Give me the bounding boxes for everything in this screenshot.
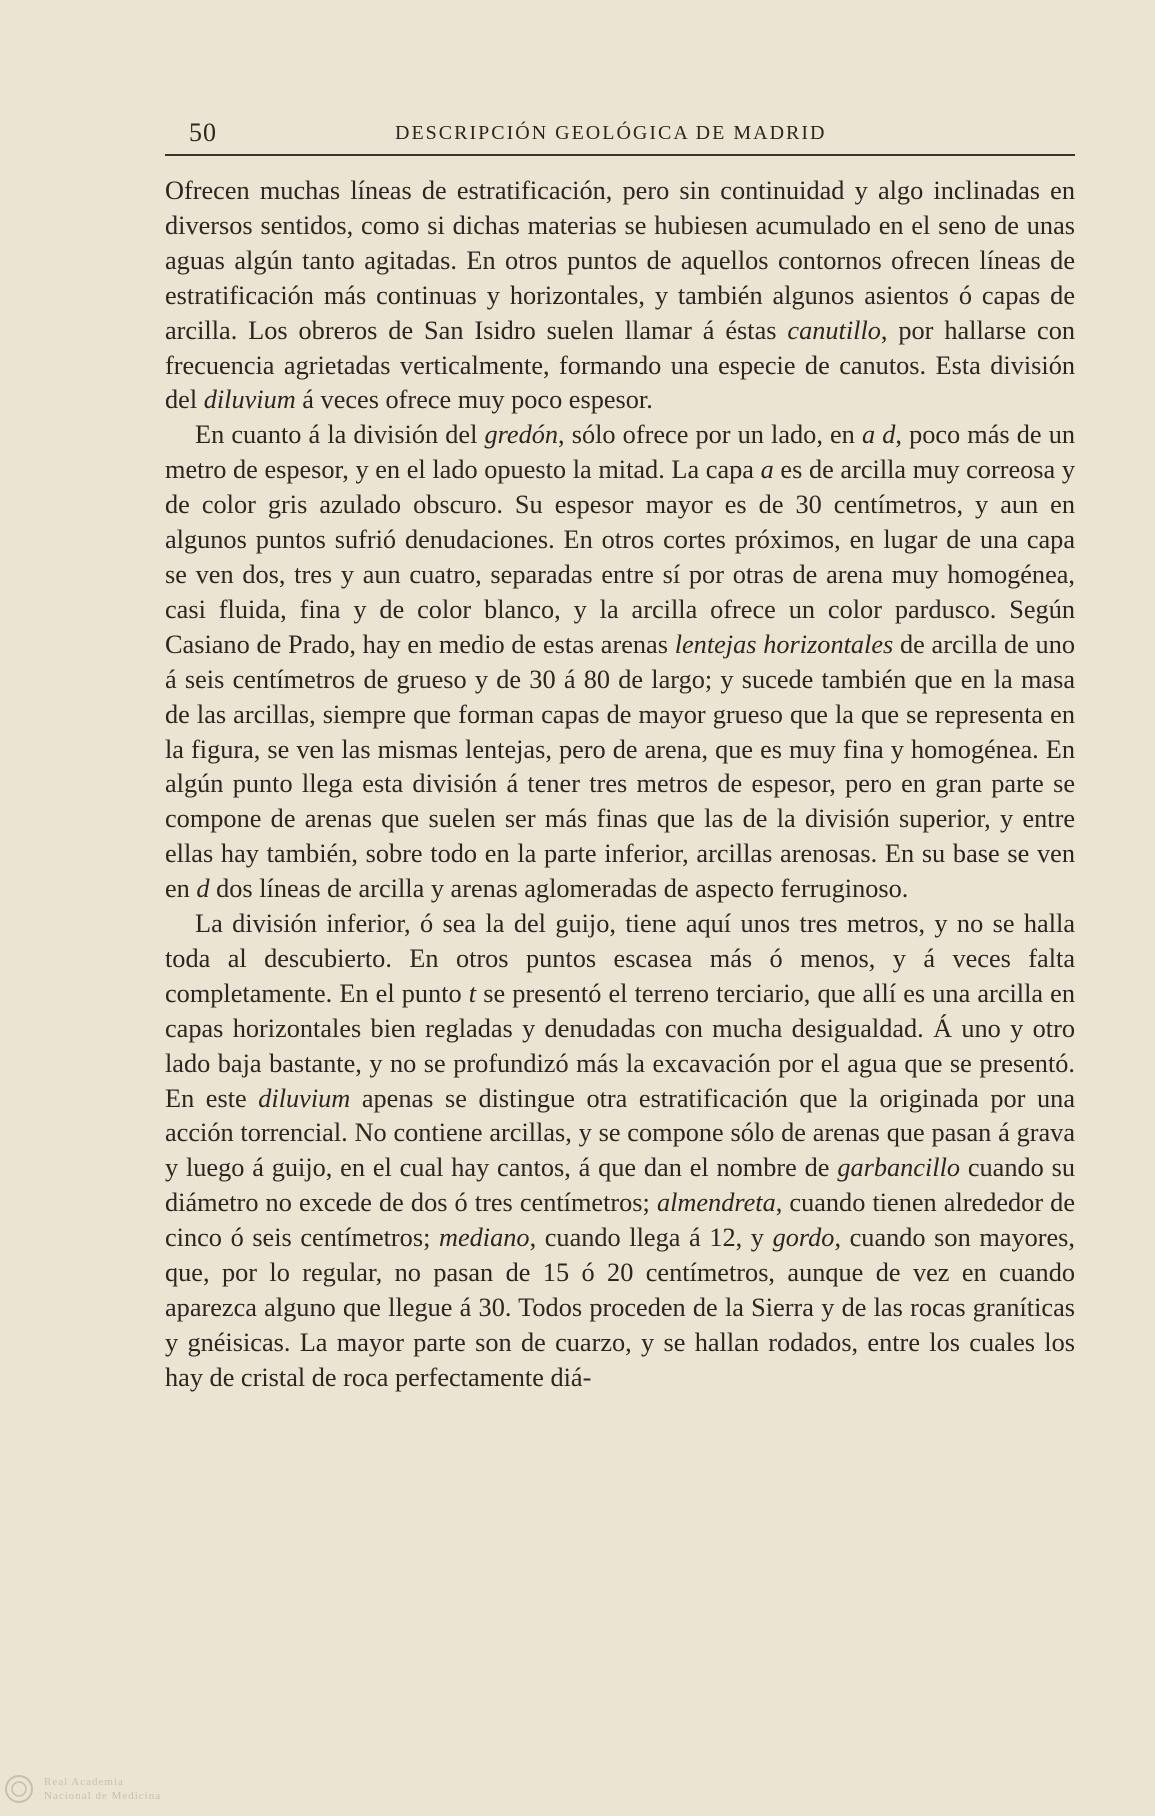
library-watermark <box>4 1772 244 1812</box>
text-run: dos líneas de arcilla y arenas aglomeradas de aspecto ferruginoso. <box>209 874 909 904</box>
italic-term: a <box>760 455 774 485</box>
text-run: es de arcilla muy correosa y de color gris azulado obscuro. Su espesor mayor es de 30 centímetros, y aun en algunos puntos sufrió denudaciones. En otros cortes próximos, en lugar de una capa se ven dos, tres y aun cuatro, separadas entre sí por otras de arena muy homogénea, casi fluida, fina y de color blanco, y la arcilla ofrece un color pardusco. Según Casiano de Prado, hay en medio de estas arenas <box>165 455 1075 659</box>
page-number: 50 <box>189 118 217 147</box>
running-title: DESCRIPCIÓN GEOLÓGICA DE MADRID <box>395 122 827 144</box>
italic-term: a d <box>861 420 896 450</box>
page-header <box>165 112 1075 152</box>
text-run: se presentó el terreno terciario, que allí es una arcilla en capas horizontales bien regladas y denudadas con mucha desigualdad. Á uno y otro lado baja bastante, y no se profundizó más la excavación por el agua que se presentó. En este <box>165 978 1075 1113</box>
paragraph <box>165 174 1075 418</box>
text-run: , poco más de un metro de espesor, y en el lado opuesto la mitad. La capa <box>165 420 1075 485</box>
header-rule <box>165 154 1075 156</box>
italic-term: lentejas horizontales <box>674 629 894 659</box>
text-run: de arcilla de uno á seis centímetros de grueso y de 30 á 80 de largo; y sucede también que en la masa de las arcillas, siempre que forman capas de mayor grueso que la que se representa en la figura, se ven las mismas lentejas, pero de arena, que es muy fina y homogénea. En algún punto llega esta división á tener tres metros de espesor, pero en gran parte se compone de arenas que suelen ser más finas que las de la división superior, y entre ellas hay también, sobre todo en la parte inferior, arcillas arenosas. En su base se ven en <box>165 629 1075 904</box>
text-run: , sólo ofrece por un lado, en <box>558 420 862 450</box>
text-run: , por hallarse con frecuencia agrietadas verticalmente, formando una especie de canutos. Esta división del <box>165 315 1075 415</box>
italic-term: gordo <box>772 1223 835 1253</box>
watermark-line-2: Nacional de Medicina <box>44 1790 162 1802</box>
text-run: Ofrecen muchas líneas de estratificación, pero sin continuidad y algo inclinadas en diversos sentidos, como si dichas materias se hubiesen acumulado en el seno de unas aguas algún tanto agitadas. En otros puntos de aquellos contornos ofrecen líneas de estratificación más continuas y horizontales, y también algunos asientos ó capas de arcilla. Los obreros de San Isidro suelen llamar á éstas <box>165 176 1075 345</box>
text-run: En cuanto á la división del <box>195 420 485 450</box>
text-run: La división inferior, ó sea la del guijo, tiene aquí unos tres metros, y no se halla toda al descubierto. En otros puntos escasea más ó menos, y á veces falta completamente. En el punto <box>165 909 1075 1008</box>
text-run: , cuando tienen alrededor de cinco ó seis centímetros; <box>165 1188 1075 1253</box>
paragraph <box>165 418 1075 907</box>
italic-term: diluvium <box>258 1083 351 1113</box>
italic-term: diluvium <box>203 385 296 415</box>
text-run: , cuando son mayores, que, por lo regular, no pasan de 15 ó 20 centímetros, aunque de vez en cuando aparezca alguno que llegue á 30. Todos proceden de la Sierra y de las rocas graníticas y gnéisicas. La mayor parte son de cuarzo, y se hallan rodados, entre los cuales los hay de cristal de roca perfectamente diá- <box>165 1223 1075 1392</box>
italic-term: garbancillo <box>837 1153 961 1183</box>
italic-term: canutillo <box>787 315 881 345</box>
italic-term: mediano <box>439 1223 530 1253</box>
text-run: apenas se distingue otra estratificación que la originada por una acción torrencial. No contiene arcillas, y se compone sólo de arenas que pasan á grava y luego á guijo, en el cual hay cantos, á que dan el nombre de <box>165 1083 1075 1183</box>
text-run: , cuando llega á 12, y <box>529 1223 773 1253</box>
italic-term: gredón <box>484 420 559 450</box>
paragraph <box>165 907 1075 1396</box>
text-run: cuando su diámetro no excede de dos ó tres centímetros; <box>165 1153 1076 1218</box>
text-run: á veces ofrece muy poco espesor. <box>295 385 653 415</box>
body-text <box>165 174 1075 1396</box>
italic-term: t <box>468 978 477 1008</box>
italic-term: almendreta <box>656 1188 776 1218</box>
italic-term: d <box>196 874 210 904</box>
watermark-line-1: Real Academia <box>44 1776 124 1788</box>
seal-icon <box>4 1774 34 1804</box>
